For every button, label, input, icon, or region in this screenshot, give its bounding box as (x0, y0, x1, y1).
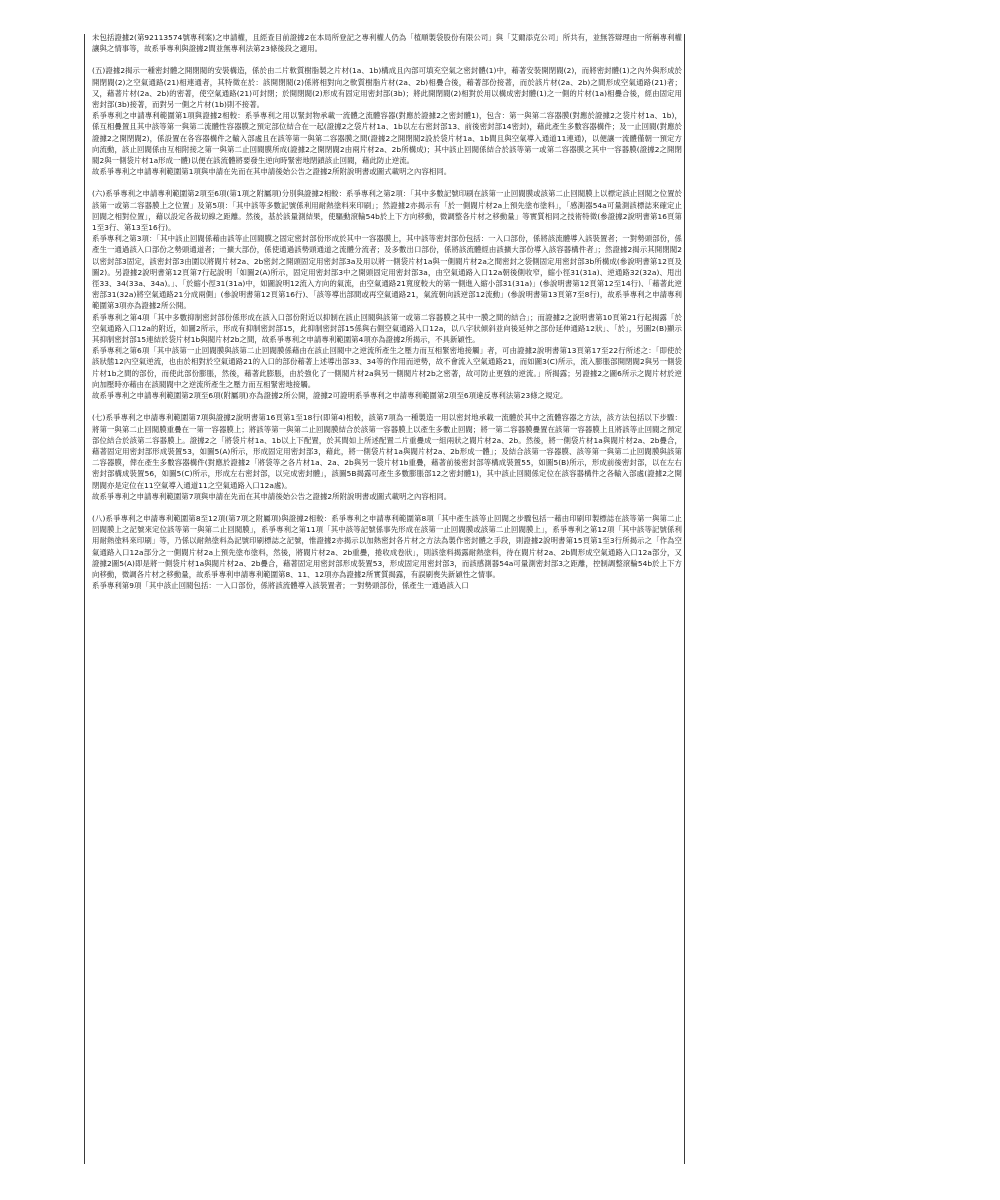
paragraph: 系爭專利之第4項「其中多數抑制密封部份係形成在該入口部份附近以抑制在該止回閥與該第一或第二容器膜之其中一膜之間的結合」；而證據2之說明書第10頁第21行起揭露「於空氣通路入口12a的附近，如圖2所示，形成有抑制密封部15，此抑制密封部15係與右側空氣通路入口12a，以八字狀傾斜並向後延伸之部份延伸通路12狀」、「於」，另圖2(B)顯示其抑制密封部15連結於袋片材1b與閥片材2b之間，故系爭專利之申請專利範圍第4項亦為證據2所揭示，不具新穎性。 (92, 312, 682, 345)
document-page (92, 32, 682, 1192)
paragraph: (八)系爭專利之申請專利範圍第8至12項(第7項之附屬項)與證據2相較：系爭專利之申請專利範圍第8項「其中產生該等止回閥之步驟包括一藉由印刷印製標誌在該等第一與第二止回閥膜上之記號來定位該等第一與第二止回閥膜」，系爭專利之第11項「其中該等記號係事先形成在該第一止回閥膜或該第二止回閥膜上」，系爭專利之第12項「其中該等記號係利用耐熱塗料來印刷」等，乃係以耐熱塗料為記號印刷標誌之記號，惟證據2亦揭示以加熱密封各片材之方法為製作密封體之手段，則證據2說明書第15頁第1至3行所揭示之「作為空氣通路入口12a部分之一側閥片材2a上預先塗布塗料，然後，將閥片材2a、2b重疊，捲收成卷狀」，則該塗料揭露耐熱塗料，待在閥片材2a、2b間形成空氣通路入口12a部分，又證據2圖5(A)即是將一側袋片材1a與閥片材2a、2b疊合，藉著固定用密封部形成裝置53，形成固定用密封部3，而該感測器54a可量測密封部3之距離，控制調整滾輪54b於上下方向移動，微調各片材之移動量，故系爭專利申請專利範圍第8、11、12項亦為證據2所實質揭露，有誤刷喪失新穎性之情事。 (92, 513, 682, 579)
paragraph: 系爭專利之第3項：「其中該止回閥係藉由該等止回閥膜之固定密封部份形成於其中一容器膜上，其中該等密封部份包括：一入口部份，係將該流體導入該裝置者；一對勢頭部份，係產生一通過該入口部份之勢頭通道者；一擴大部份，係使通過該勢頭通道之流體分流者；及多數出口部份，係將該流體經由該擴大部份導入該容器構件者」；然證據2揭示其開閉閥2以密封部3固定，該密封部3由圍以將閥片材2a、2b密封之開頭固定用密封部3a及用以將一側袋片材1a與一側閥片材2a之間密封之袋側固定用密封部3b所構成(參說明書第12頁及圖2)。另證據2說明書第12頁第7行起說明「如圖2(A)所示，固定用密封部3中之開頭固定用密封部3a，由空氣通路入口12a朝後側收窄，縮小徑31(31a)、逆通路32(32a)、甩出徑33、34(33a、34a)。」、「於縮小徑31(31a)中，如圖說明12流入方向的氣流，由空氣通路21寬度較大的第一側進入縮小部31(31a)」(參說明書第12頁第12至14行)、「藉著此逆密部31(32a)將空氣通路21分成兩側」(參說明書第12頁第16行)、「該等導出部間或再空氣通路21，氣流朝向該逆部12流動」(參說明書第13頁第7至8行)，故系爭專利之申請專利範圍第3項亦為證據2所公開。 (92, 234, 682, 311)
paragraph: 系爭專利第9項「其中該止回閥包括：一入口部份，係將該流體導入該裝置者；一對勢頭部份，係產生一通過該入口 (92, 581, 469, 591)
paragraph: 故系爭專利之申請專利範圍第7項與申請在先而在其申請後始公告之證據2所附說明書或圖式載明之內容相同。 (92, 491, 452, 501)
paragraph: 未包括證據2(第92113574號專利案)之申請權，且經查目前證據2在本局所登記之專利權人仍為「植順製袋股份有限公司」與「艾爾添克公司」所共有，並無答辯理由一所稱專利權讓與之情事等，故系爭專利與證據2間並無專利法第23條後段之適用。 (92, 33, 682, 54)
paragraph: 故系爭專利之申請專利範圍第2項至6項(附屬項)亦為證據2所公開，證據2可證明系爭專利之申請專利範圍第2項至6項違反專利法第23條之規定。 (92, 391, 568, 401)
paragraph: (五)證據2揭示一種密封體之開閉閥的安裝構造，係於由二片軟質樹脂製之片材(1a、1b)構成且內部可填充空氣之密封體(1)中，藉著安裝開閉閥(2)，而將密封體(1)之內外與形成於開閉閥(2)之空氣通路(21)相連通者，其特徵在於：該開閉閥(2)係將相對向之軟質樹脂片材(2a、2b)相疊合後，藉著部份接著，而於該片材(2a、2b)之間形成空氣通路(21)者；又，藉著片材(2a、2b)的密著，使空氣通路(21)可封閉；於開閉閥(2)形成有固定用密封部(3b)；將此開閉閥(2)相對於用以構成密封體(1)之一側的片材(1a)相疊合後，經由固定用密封部(3b)接著，而對另一側之片材(1b)則不接著。 (92, 66, 682, 110)
paragraph: 系爭專利之申請專利範圍第1項與證據2相較：系爭專利之用以緊封物承載一流體之流體容器(對應於證據2之密封體1)，包含：第一與第二容器膜(對應於證據2之袋片材1a、1b)，係互相疊置且其中該等第一與第二流體性容器膜之預定部位結合在一起(證據2之袋片材1a、1b以左右密封部13、前後密封部14密封)，藉此產生多數容器構件；及一止回閥(對應於證據2之開閉閥2)，係設置在各容器構件之輸入部處且在該等第一與第二容器膜之間(證據2之開閉閥2設於袋片材1a、1b間且與空氣導入通道11連通)，以便讓一流體僅朝一預定方向流動，該止回閥係由互相附接之第一與第二止回閥膜所成(證據2之開閉閥2由兩片材2a、2b所構成)；其中該止回閥係結合於該等第一或第二容器膜之其中一容器膜(證據2之開閉閥2與一側袋片材1a形成一體)以便在該流體將要發生逆向時緊密地閉鎖該止回閥，藉此防止逆流。 (92, 111, 682, 166)
paragraph: (七)系爭專利之申請專利範圍第7項與證據2說明書第16頁第1至18行(即第4)相較，該第7項為一種製造一用以密封地承載一流體於其中之流體容器之方法，該方法包括以下步驟：將第一與第二止回閥膜重疊在一第一容器膜上；將該等第一與第二止回閥膜結合於該第一容器膜上以產生多數止回閥；將一第二容器膜疊置在該第一容器膜上且將該等止回閥之預定部位結合於該第二容器膜上。證據2之「將袋片材1a、1b以上下配置，於其間如上所述配置二片重疊成一組兩狀之閥片材2a、2b。然後，將一側袋片材1a與閥片材2a、2b疊合，藉著固定用密封部形成裝置53，如圖5(A)所示，形成固定用密封部3，藉此，將一側袋片材1a與閥片材2a、2b形成一體」；及結合該第一容器膜、該等第一與第二止回閥膜與該第二容器膜，俾在產生多數容器構件(對應於證據2「將袋等之各片材1a、2a、2b與另一袋片材1b重疊，藉著前後密封部等構成裝置55，如圖5(B)所示，形成前後密封部，以在左右密封部構成裝置56，如圖5(C)所示，形成左右密封部，以完成密封體」，該圖5B揭露可產生多數膨脹部12之密封體1)，其中該止回閥係定位在該容器構件之各輸入部處(證據2之開閉閥亦是定位在11空氣導入通道11之空氣通路入口12a處)。 (92, 413, 682, 490)
paragraph: (六)系爭專利之申請專利範圍第2項至6項(第1項之附屬項)分別與證據2相較：系爭專利之第2項：「其中多數記號印刷在該第一止回閥膜或該第二止回閥膜上以標定該止回閥之位置於該第一或第二容器膜上之位置」及第5項：「其中該等多數記號係利用耐熱塗料來印刷」；然證據2亦揭示有「於一側閥片材2a上預先塗布塗料」，「感測器54a可量測該標誌來確定止回閥之相對位置」，藉以設定各裁切線之距離。然後，基於該量測結果，使驅動滾輪54b於上下方向移動，微調整各片材之移動量」等實質相同之技術特徵(參證據2說明書第16頁第1至3行、第13至16行)。 (92, 189, 682, 233)
paragraph: 故系爭專利之申請專利範圍第1項與申請在先而在其申請後始公告之證據2所附說明書或圖式載明之內容相同。 (92, 167, 452, 177)
right-margin-rule (684, 34, 685, 1164)
paragraph: 系爭專利之第6項「其中該第一止回閥膜與該第二止回閥膜係藉由在該止回閥中之逆流所產生之壓力而互相緊密地接觸」者，可由證據2說明書第13頁第17至22行所述之：「即使於該狀態12內空氣逆流，也由於相對於空氣通路21的入口的部份藉著上述導出部33、34等的作用而逆勢，故不會流入空氣通路21，而如圖3(C)所示，流入膨脹部開閉閥2與另一側袋片材1b之間的部份，而使此部份膨脹，然後，藉著此膨脹，由於強化了一側閥片材2a與另一側閥片材2b之密著，故可防止更強的逆流。」所揭露；另證據2之圖6所示之閥片材於逆向加壓時亦藉由在該閥閥中之逆流所產生之壓力而互相緊密地接觸。 (92, 346, 682, 389)
left-margin-rule (84, 34, 85, 1164)
